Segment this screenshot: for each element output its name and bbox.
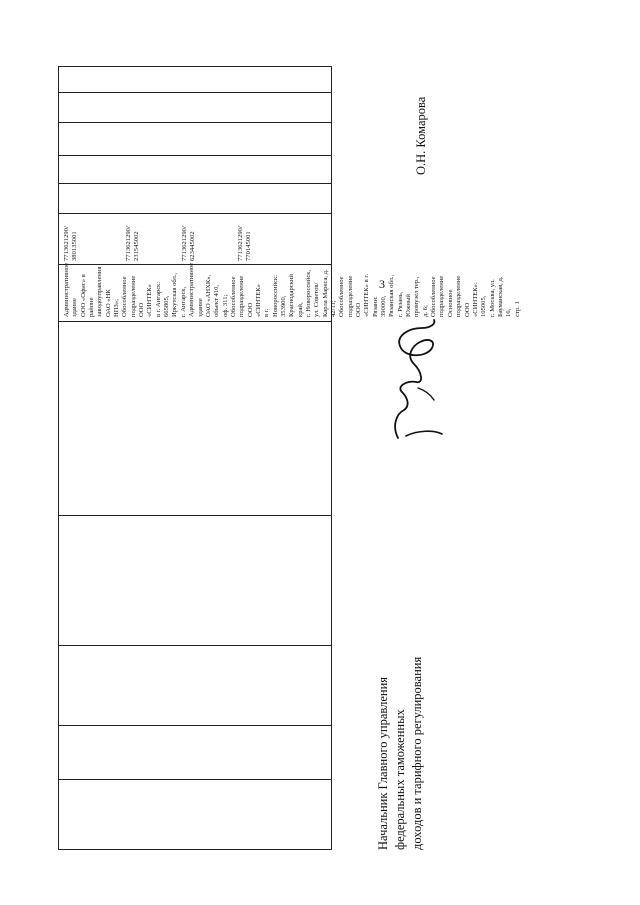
table-cell-empty: [59, 156, 332, 184]
handwritten-signature: [378, 318, 448, 450]
address-line: Обособленное подразделение: [338, 275, 354, 317]
address-line: д. 6;: [421, 305, 429, 317]
table-cell-empty: [59, 516, 332, 646]
signatory-name: О.Н. Комарова: [414, 96, 428, 175]
address-line: г. Москва, ул. Бауманская, д. 16,: [488, 276, 513, 317]
address-line: Обособленное подразделение: [430, 275, 446, 317]
address-line: 353900, Краснодарский край,: [279, 274, 304, 317]
address-line: г. Новороссийск, ул. Советов/: [304, 269, 321, 317]
address-line: ОАО «АНХК», объект 410,: [204, 274, 221, 317]
address-line: Обособленное подразделение: [229, 275, 246, 317]
signatory-title-line: доходов и тарифного регулирования: [410, 656, 424, 850]
signatory-title-line: Начальник Главного управления: [376, 676, 390, 850]
table-row: [59, 67, 332, 850]
address-line: Обособленное подразделение: [121, 275, 137, 317]
address-line: ООО «Офис» в районе: [79, 274, 96, 317]
table-cell-empty: [59, 67, 332, 93]
table-cell-empty: [59, 123, 332, 156]
address-line: Административное здание: [188, 262, 204, 317]
address-line: ООО «СИНТЕК» в г. Рязани:: [355, 274, 379, 317]
address-line: в г. Новороссийск:: [263, 274, 279, 317]
table-cell-empty: [59, 780, 332, 850]
address-line: в г. Ангарск: 665805,: [154, 281, 171, 317]
address-line: ООО «СИНТЕК»: 105005,: [463, 282, 488, 317]
table-cell-empty: [59, 646, 332, 726]
inn-kpp-entry: 7713621290/ 231545002: [125, 226, 141, 261]
address-line: ООО «СИНТЕК»: [138, 284, 154, 317]
inn-kpp-entry: 7713621290/ 770145001: [237, 226, 253, 261]
inn-kpp-entry: 7713621290/ 623445002: [181, 226, 197, 261]
address-list: [59, 262, 522, 321]
address-line: НПЗ»;: [113, 299, 121, 317]
table-cell-inn-kpp: [59, 214, 332, 265]
address-line: Административное здание: [63, 262, 79, 317]
address-line: Иркутская обл., г. Ангарск,: [171, 272, 187, 317]
address-line: заводоуправления ОАО «НК: [96, 266, 112, 317]
address-line: г. Рязань, Южный промузел тер.,: [396, 276, 421, 317]
address-line: 390000, Рязанская обл.,: [380, 274, 396, 317]
page-number: 3: [379, 277, 385, 291]
address-line: оф. 311;: [221, 294, 229, 317]
inn-kpp-entry: 7713621290/ 380135001: [63, 226, 79, 261]
signatory-title: [375, 610, 426, 850]
signatory-title-line: федеральных таможенных: [393, 709, 407, 850]
address-line: ООО «СИНТЕК»: [246, 284, 262, 317]
table-cell-empty: [59, 93, 332, 123]
table-cell-empty: [59, 184, 332, 214]
address-line: Основное подразделение: [446, 275, 463, 317]
inn-kpp-list: [59, 214, 329, 264]
table-cell-address: [59, 262, 521, 322]
address-line: стр. 1: [513, 301, 521, 317]
table-cell-empty: [59, 322, 332, 516]
table-cell-empty: [59, 726, 332, 780]
address-line: Карла Маркса, д. 42/11;: [321, 269, 337, 317]
